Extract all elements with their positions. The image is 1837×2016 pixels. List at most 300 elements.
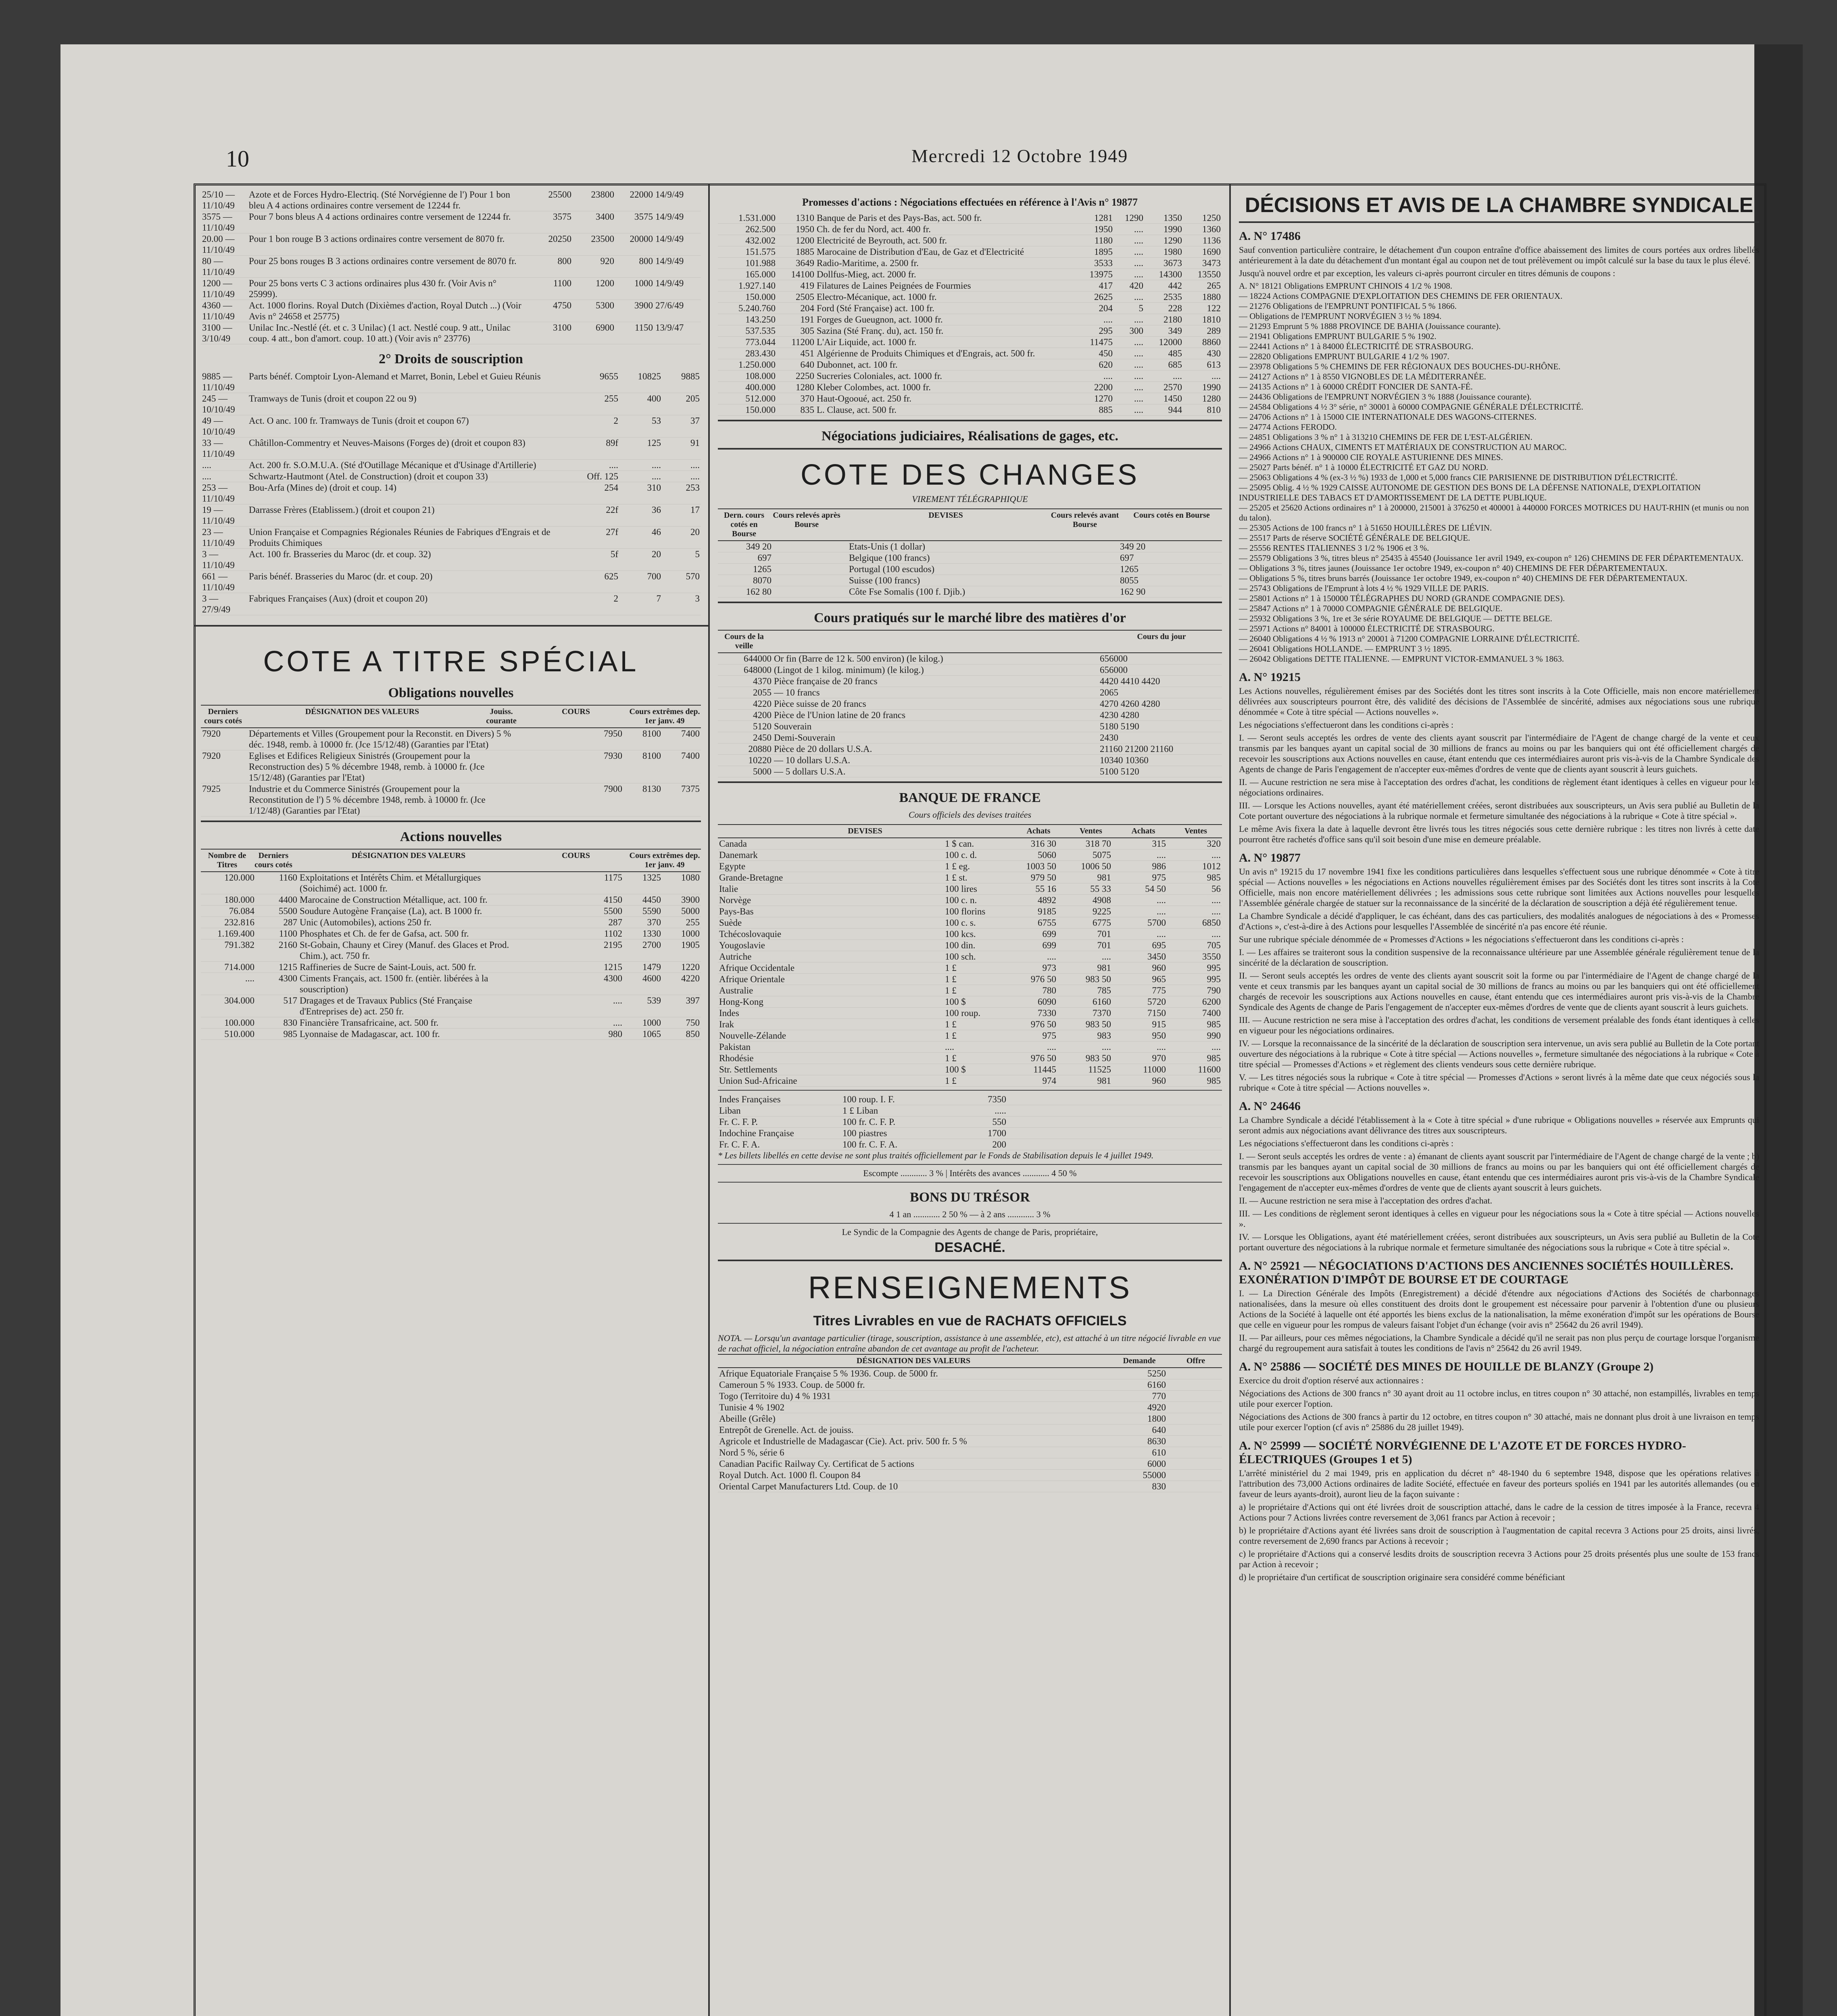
action-row-b: 517	[283, 996, 297, 1006]
or-row-c: 4230 4280	[1100, 710, 1139, 720]
promesse-row-c: Marocaine de Distribution d'Eau, de Gaz et d'Electricité	[817, 247, 1024, 257]
renseignements-title: RENSEIGNEMENTS	[808, 1270, 1132, 1305]
action-row-e: 4450	[642, 895, 661, 905]
rens-row-b: 4920	[1147, 1402, 1166, 1412]
action-row-a: 100.000	[224, 1018, 254, 1028]
bdf-row-b: 100 kcs.	[945, 929, 976, 939]
or-row-b: — 5 dollars U.S.A.	[774, 766, 846, 777]
avis-paragraph: L'arrêté ministériel du 2 mai 1949, pris en application du décret n° 48-1940 du 6 septembre 1948, dispose que les opérations relatives à l'attribution des 73,000 Actions ordinaires de ladite Société, effectuée en faveur des porteurs spoliés en 1941 par les autorités allemandes (ou en faveur de leurs ayants-droit), auront lieu de la façon suivante :	[1239, 1468, 1759, 1499]
rights-row-c: 5	[695, 549, 700, 559]
rens-row	[718, 1447, 1222, 1458]
promesse-row-f: 1350	[1164, 213, 1182, 223]
action-row-c: Soudure Autogène Française (La), act. B 1000 fr.	[300, 906, 482, 916]
action-row-c: Phosphates et Ch. de fer de Gafsa, act. 500 fr.	[300, 929, 469, 939]
bdf-row-d1: 315	[1152, 839, 1166, 849]
listing-row-date: 1200 — 11/10/49	[202, 278, 235, 299]
action-row-c: Unic (Automobiles), actions 250 fr.	[300, 917, 432, 927]
bdf-row-d1: 5700	[1147, 918, 1166, 928]
promesse-row-f: 228	[1168, 303, 1182, 313]
promesse-row-g: 13550	[1197, 269, 1221, 279]
or-row-a: 648000	[744, 665, 771, 675]
promesse-row	[718, 348, 1222, 359]
bdf-row-c1: 9185	[1038, 906, 1056, 916]
avis-paragraph: Les négociations s'effectueront dans les conditions ci-après :	[1239, 1138, 1454, 1148]
promesse-row-g: 1136	[1202, 235, 1221, 246]
bdf-row-d1: 695	[1152, 940, 1166, 950]
action-row-a: 791.382	[224, 940, 254, 950]
coupon-list-item: — 24966 Actions CHAUX, CIMENTS ET MATÉRIAUX DE CONSTRUCTION AU MAROC.	[1239, 442, 1567, 452]
listing-row-designation: Azote et de Forces Hydro-Electriq. (Sté Norvégienne de l') Pour 1 bon bleu A 4 actions ordinaires contre versement de 12244 fr.	[249, 190, 510, 210]
bdf-row-d2: ....	[1211, 895, 1221, 905]
promesse-row-b: 204	[800, 303, 814, 313]
oblig-row	[201, 783, 701, 816]
bdf-row-d1: 7150	[1147, 1008, 1166, 1018]
rights-row-date: 3 — 27/9/49	[202, 594, 231, 614]
action-row-f: 1220	[681, 962, 700, 972]
bdf-row-d2: ....	[1211, 1042, 1221, 1052]
syndic-line: Le Syndic de la Compagnie des Agents de change de Paris, propriétaire,	[842, 1227, 1098, 1237]
bdf-row-c1: 4892	[1038, 895, 1056, 905]
rights-row-a: 254	[604, 483, 618, 493]
or-row-c: 21160 21200 21160	[1100, 744, 1174, 754]
or-row-b: Pièce française de 20 francs	[774, 676, 878, 686]
bdf-row-c1: 780	[1042, 985, 1056, 996]
avis-number: A. N° 25921 — NÉGOCIATIONS D'ACTIONS DES ANCIENNES SOCIÉTÉS HOUILLÈRES. EXONÉRATION D'IMPÔT DE BOURSE ET DE COURTAGE	[1239, 1259, 1733, 1286]
avis-paragraph: c) le propriétaire d'Actions qui a conservé lesdits droits de souscription recevra 3 Actions pour 25 droits présentés plus une soulte de 153 francs par Action à recevoir ;	[1239, 1549, 1759, 1569]
bdf-row-c1: 7330	[1038, 1008, 1056, 1018]
promesse-row-g: 289	[1207, 326, 1221, 336]
change-row-a: 8070	[753, 575, 771, 585]
action-row-d: 980	[608, 1029, 622, 1039]
oblig-row-f: 7375	[681, 784, 700, 794]
bdf-row-d1: 54 50	[1145, 884, 1166, 894]
avis-number: A. N° 17486	[1239, 229, 1301, 243]
rights-row-date: 245 — 10/10/49	[202, 394, 235, 414]
or-row-a: 2450	[753, 733, 771, 743]
action-row-f: 255	[686, 917, 700, 927]
promesse-row-c: L. Clause, act. 500 fr.	[817, 405, 897, 415]
action-row-a: 120.000	[224, 873, 254, 883]
decisions-section	[1232, 183, 1766, 1591]
change-row-e: 697	[1120, 553, 1134, 563]
avis-paragraph: V. — Les titres négociés sous la rubrique « Cote à titre spécial — Promesses d'Actions » seront livrés à la même date que ceux négociés sous la rubrique « Cote à titre spécial — Actions nouvelles ».	[1239, 1072, 1759, 1093]
bdf-row-b: 1 £	[945, 1053, 957, 1063]
rights-row-designation: Act. 200 fr. S.O.M.U.A. (Sté d'Outillage Mécanique et d'Usinage d'Artillerie)	[249, 460, 536, 470]
rights-row	[201, 393, 701, 415]
bdf-row-d2: ....	[1211, 850, 1221, 860]
special-title: COTE A TITRE SPÉCIAL	[263, 646, 639, 678]
action-row-b: 5500	[279, 906, 297, 916]
bdf-extra-row-c: 7350	[988, 1094, 1006, 1104]
bdf-row-b: 1 £	[945, 974, 957, 984]
promesse-row-c: Kleber Colombes, act. 1000 fr.	[817, 382, 931, 392]
action-row-e: 539	[647, 996, 661, 1006]
rights-row-a: 9655	[600, 371, 618, 381]
bdf-row-c2: 983	[1097, 1031, 1111, 1041]
change-row-d	[1044, 552, 1119, 563]
change-row-e: 162 90	[1120, 587, 1146, 597]
bdf-row-c2: ....	[1102, 1042, 1111, 1052]
promesse-row-f: 2570	[1164, 382, 1182, 392]
listing-row-a: 1100	[553, 278, 571, 288]
bdf-row-c1: 6090	[1038, 997, 1056, 1007]
bdf-row-c2: 55 33	[1090, 884, 1111, 894]
promesse-row	[718, 382, 1222, 393]
promesse-row-e: ....	[1134, 269, 1143, 279]
promesse-row-e: ....	[1134, 337, 1143, 347]
avis-paragraph: La Chambre Syndicale a décidé l'établissement à la « Cote à titre spécial » d'une rubrique « Obligations nouvelles » réservée aux Emprunts qui seront admis aux négociations avant délivrance des titres aux souscripteurs.	[1239, 1115, 1759, 1135]
promesse-row-g: 613	[1207, 360, 1221, 370]
bdf-row-c2: 5075	[1093, 850, 1111, 860]
action-row-d: 287	[608, 917, 622, 927]
avis-paragraph: Sauf convention particulière contraire, le détachement d'un coupon entraîne d'office abaissement des limites de cours portées aux ordres libellés antérieurement à la date du détachement d'un montant égal au coupon net de tout prélèvement ou impôt calculé sur la base du taux le plus élevé.	[1239, 245, 1759, 265]
rights-row	[201, 571, 701, 593]
coupon-list-item: — 25027 Parts bénéf. n° 1 à 10000 ÉLECTRICITÉ ET GAZ DU NORD.	[1239, 462, 1489, 472]
promesse-row-b: 640	[800, 360, 814, 370]
promesse-row-a: 1.250.000	[738, 360, 776, 370]
coupon-list-item: — 22441 Actions n° 1 à 84000 ÉLECTRICITÉ DE STRASBOURG.	[1239, 342, 1474, 351]
bdf-row-c2: 6775	[1093, 918, 1111, 928]
escompte: Escompte ............ 3 % | Intérêts des avances ............ 4 50 %	[863, 1168, 1077, 1178]
rens-row-c	[1167, 1481, 1222, 1492]
avis-paragraph: I. — La Direction Générale des Impôts (Enregistrement) a décidé d'étendre aux négociations d'Actions des Sociétés de charbonnages nationalisées, dans la mesure où elles constituent des droits dont le groupement est nécessaire pour parvenir à l'obtention d'une ou plusieurs Actions de la Société à laquelle ont été apportés les biens exclus de la nationalisation, la même exonération d'impôt sur les opérations de Bourse que celle en vigueur pour les rompus de valeurs faisant l'objet d'un échange (voir avis n° 25642 du 26 avril 1949).	[1239, 1288, 1759, 1330]
promesse-row-b: 2250	[796, 371, 814, 381]
bdf-row-b: 100 c. s.	[945, 918, 976, 928]
promesse-row-f: 14300	[1159, 269, 1182, 279]
bdf-row-c2: 981	[1097, 963, 1111, 973]
bdf-row-a: Tchécoslovaquie	[719, 929, 782, 939]
bdf-row-d1: 960	[1152, 1076, 1166, 1086]
avis-paragraph: IV. — Lorsque les Obligations, ayant été matériellement créées, seront distribuées aux souscripteurs, un Avis sera publié au Bulletin de la Cote portant ouverture des négociations à la rubrique normale et fermeture simultanée des négociations sous la rubrique « Cote à titre spécial ».	[1239, 1232, 1759, 1252]
action-row-e: 1330	[642, 929, 661, 939]
bdf-extra-row-a: Indes Françaises	[719, 1094, 781, 1104]
listing-row-c: 1000	[634, 278, 653, 288]
rens-row-c	[1167, 1379, 1222, 1390]
change-row-a: 162 80	[746, 587, 771, 597]
bdf-row-b: ....	[945, 1042, 954, 1052]
promesse-row-f: 1290	[1164, 235, 1182, 246]
bdf-row-c1: 976 50	[1030, 1019, 1056, 1029]
or-row	[718, 653, 1222, 664]
or-row-c: 4270 4260 4280	[1100, 699, 1160, 709]
promesse-row-g: 1880	[1202, 292, 1221, 302]
or-row	[718, 676, 1222, 687]
bdf-row-d1: 960	[1152, 963, 1166, 973]
promesse-row-d: 885	[1099, 405, 1113, 415]
oblig-row-a: 7925	[202, 784, 221, 794]
bdf-row	[718, 1053, 1222, 1064]
promesse-row-f: 685	[1168, 360, 1182, 370]
action-row-a: 232.816	[224, 917, 254, 927]
action-row-c: Lyonnaise de Madagascar, act. 100 fr.	[300, 1029, 440, 1039]
bdf-extra-row-a: Liban	[719, 1106, 741, 1116]
rights-row-b: 10825	[638, 371, 661, 381]
bdf-extra-row-a: Fr. C. F. P.	[719, 1117, 758, 1127]
bdf-row	[718, 1030, 1222, 1041]
or-row	[718, 664, 1222, 676]
promesse-row-d: 11475	[1090, 337, 1113, 347]
bdf-row-d2: ....	[1211, 906, 1221, 916]
coupon-list-item: — 25801 Actions n° 1 à 150000 TÉLÉGRAPHES DU NORD (GRANDE COMPAGNIE DES).	[1239, 594, 1565, 603]
rights-row-c: 9885	[681, 371, 700, 381]
or-row-c: 2430	[1100, 733, 1118, 743]
bdf-row-d1: ....	[1157, 906, 1166, 916]
rens-row	[718, 1458, 1222, 1470]
avis-paragraph: Les Actions nouvelles, régulièrement émises par des Sociétés dont les titres sont inscrits à la Cote Officielle, mais non encore matériellement délivrées aux souscripteurs pourront être, dès validité des décisions de l'Assemblée de sincérité, admises aux négociations sous une rubrique dénommée « Cote à titre spécial — Actions nouvelles ».	[1239, 686, 1759, 717]
promesse-row-e: 1290	[1125, 213, 1143, 223]
promesse-row-b: 835	[800, 405, 814, 415]
coupon-list-item: — 25971 Actions n° 84001 à 100000 ÉLECTRICITÉ DE STRASBOURG.	[1239, 624, 1495, 633]
page-number: 10	[226, 146, 249, 172]
or-row-a: 644000	[744, 654, 771, 664]
action-row-b: 4300	[279, 973, 297, 983]
rights-row-b: 20	[652, 549, 661, 559]
coupon-list-item: — 25517 Parts de réserve SOCIÉTÉ GÉNÉRALE DE BELGIQUE.	[1239, 533, 1470, 543]
rens-row-a: Entrepôt de Grenelle. Act. de jouiss.	[719, 1425, 854, 1435]
bdf-row-a: Afrique Orientale	[719, 974, 785, 984]
rights-row-designation: Paris bénéf. Brasseries du Maroc (dr. et coup. 20)	[249, 571, 433, 581]
bdf-row-d2: 320	[1207, 839, 1221, 849]
rens-row-b: 8630	[1147, 1436, 1166, 1446]
change-row-b	[773, 552, 848, 563]
change-row	[718, 575, 1222, 586]
rights-row-designation: Parts bénéf. Comptoir Lyon-Alemand et Marret, Bonin, Lebel et Guieu Réunis	[249, 371, 541, 381]
rights-row-designation: Darrasse Frères (Etablissem.) (droit et coupon 21)	[249, 505, 435, 515]
action-row-e: 1000	[642, 1018, 661, 1028]
rights-row-date: 49 — 10/10/49	[202, 416, 235, 437]
action-row-f: 1080	[681, 873, 700, 883]
action-row-b: 985	[283, 1029, 297, 1039]
changes-header: Dern. cours cotés en Bourse Cours relevés après Bourse DEVISES Cours relevés avant Bourse Cours cotés en Bourse	[718, 508, 1222, 541]
bdf-row-d2: 985	[1207, 1076, 1221, 1086]
change-row-e: 8055	[1120, 575, 1138, 585]
listing-row-date: 25/10 — 11/10/49	[202, 190, 235, 210]
coupon-list-item: — 23978 Obligations 5 % CHEMINS DE FER RÉGIONAUX DES BOUCHES-DU-RHÔNE.	[1239, 362, 1561, 371]
bdf-row	[718, 872, 1222, 883]
promesse-row-e: 5	[1138, 303, 1143, 313]
coupon-list-item: — 25743 Obligations de l'Emprunt à lots 4 ½ % 1929 VILLE DE PARIS.	[1239, 583, 1489, 593]
rights-row-c: 570	[686, 571, 700, 581]
bdf-row-b: 1 £	[945, 1076, 957, 1086]
rens-row-b: 770	[1152, 1391, 1166, 1401]
rights-row-designation: Act. 100 fr. Brasseries du Maroc (dr. et coup. 32)	[249, 549, 431, 559]
listing-row-designation: Pour 7 bons bleus A 4 actions ordinaires contre versement de 12244 fr.	[249, 212, 511, 222]
action-row	[201, 917, 701, 928]
action-row-a: 1.169.400	[217, 929, 254, 939]
promesse-row-b: 14100	[791, 269, 814, 279]
bdf-row-d1: ....	[1157, 1042, 1166, 1052]
avis-paragraph: III. — Lorsque les Actions nouvelles, ayant été matériellement créées, seront distribuées aux souscripteurs, un Avis sera publié au Bulletin de la Cote portant ouverture des négociations à la rubrique normale et fermeture simultanée des négociations à la rubrique « Cote à titre spécial ».	[1239, 800, 1759, 821]
or-row-a: 20880	[748, 744, 771, 754]
promesse-row-g: 3473	[1202, 258, 1221, 268]
action-row-b: 1215	[279, 962, 297, 972]
oblig-row-e: 8100	[642, 751, 661, 761]
promesse-row-g: 1990	[1202, 382, 1221, 392]
oblig-row-b: Industrie et du Commerce Sinistrés (Groupement pour la Reconstitution de l') 5 % décembre 1948, remb. à 10000 fr. (Jce 1/12/48) (Garanties par l'Etat)	[249, 784, 486, 816]
promesse-row-c: Ford (Sté Française) act. 100 fr.	[817, 303, 934, 313]
promesse-row-d: 417	[1099, 281, 1113, 291]
oblig-row	[201, 728, 701, 750]
rens-row	[718, 1436, 1222, 1447]
promesse-row-c: L'Air Liquide, act. 1000 fr.	[817, 337, 917, 347]
bdf-row-d2: 7400	[1202, 1008, 1221, 1018]
change-row-a: 349 20	[746, 541, 771, 552]
rens-row-a: Canadian Pacific Railway Cy. Certificat de 5 actions	[719, 1459, 914, 1469]
action-row-f: 750	[686, 1018, 700, 1028]
rens-row	[718, 1379, 1222, 1391]
rens-row-b: 6000	[1147, 1459, 1166, 1469]
rens-row	[718, 1470, 1222, 1481]
action-row-b: 1100	[279, 929, 297, 939]
change-row-d	[1044, 564, 1119, 575]
rights-row-date: 3 — 11/10/49	[202, 549, 235, 570]
bdf-row-d1: ....	[1157, 895, 1166, 905]
promesse-row-b: 1280	[796, 382, 814, 392]
listing-row	[201, 322, 701, 344]
change-row	[718, 564, 1222, 575]
bdf-row-b: 100 roup.	[945, 1008, 981, 1018]
change-row-b	[773, 564, 848, 575]
rens-header: DÉSIGNATION DES VALEURS Demande Offre	[718, 1354, 1222, 1368]
coupon-list-item: — 25556 RENTES ITALIENNES 3 1/2 % 1906 et 3 %.	[1239, 543, 1429, 553]
rights-row-designation: Châtillon-Commentry et Neuves-Maisons (Forges de) (droit et coupon 83)	[249, 438, 525, 448]
or-row	[718, 710, 1222, 721]
avis-paragraph: Jusqu'à nouvel ordre et par exception, les valeurs ci-après pourront circuler en titres démunis de coupons :	[1239, 268, 1616, 278]
promesse-row-d: 1895	[1094, 247, 1113, 257]
promesse-row-a: 283.430	[745, 348, 776, 358]
actions-header: Nombre de Titres Derniers cours cotés DÉSIGNATION DES VALEURS COURS Cours extrêmes dep. 1er janv. 49	[201, 849, 701, 872]
promesse-row-d: ....	[1103, 314, 1113, 325]
oblig-row-f: 7400	[681, 751, 700, 761]
bdf-row-c1: 699	[1042, 929, 1056, 939]
promesse-row-e: 420	[1129, 281, 1143, 291]
action-row-a: 714.000	[224, 962, 254, 972]
rens-row-a: Togo (Territoire du) 4 % 1931	[719, 1391, 831, 1401]
avis-paragraph: a) le propriétaire d'Actions qui ont été livrées droit de souscription attaché, dans le cadre de la cession de titres imposée à la France, recevra 4 Actions pour 7 Actions livrées contre reversement de 3,061 francs par Action à recevoir ;	[1239, 1502, 1759, 1522]
action-row-f: 397	[686, 996, 700, 1006]
bdf-row-d1: 3450	[1147, 952, 1166, 962]
or-row	[718, 755, 1222, 766]
bdf-row-b: 100 florins	[945, 906, 986, 916]
bdf-row	[718, 974, 1222, 985]
oblig-row-b: Eglises et Edifices Religieux Sinistrés (Groupement pour la Reconstruction des) 5 % décembre 1948, remb. à 10000 fr. (Jce 15/12/48) (Garanties par l'Etat)	[249, 751, 485, 783]
action-row-e: 370	[647, 917, 661, 927]
coupon-list-item: A. N° 18121 Obligations EMPRUNT CHINOIS 4 1/2 % 1908.	[1239, 281, 1452, 291]
bdf-row-d1: ....	[1157, 929, 1166, 939]
or-row-a: 4370	[753, 676, 771, 686]
promesse-row-a: 773.044	[745, 337, 776, 347]
listing-row-b: 23800	[591, 190, 614, 200]
rens-row-b: 1800	[1147, 1414, 1166, 1424]
rights-row-c: 3	[695, 594, 700, 604]
bdf-row-a: Nouvelle-Zélande	[719, 1031, 786, 1041]
oblig-row	[201, 750, 701, 783]
coupon-list-item: — 22820 Obligations EMPRUNT BULGARIE 4 1/2 % 1907.	[1239, 352, 1449, 361]
promesse-row	[718, 303, 1222, 314]
rights-row	[201, 371, 701, 393]
or-row	[718, 698, 1222, 710]
rights-row-date: ....	[202, 471, 211, 481]
rights-row-c: ....	[690, 460, 700, 470]
rens-row-a: Cameroun 5 % 1933. Coup. de 5000 fr.	[719, 1380, 865, 1390]
avis-paragraph: I. — Seront seuls acceptés les ordres de vente des clients ayant souscrit par l'intermédiaire de l'Agent de change chargé de la vente et ceux transmis par les banques ayant un capital social de 30 millions de francs au moins ou par les banquiers qui ont été officiellement chargés de recevoir les souscriptions aux Actions nouvelles en cause, étant entendu que ces intermédiaires auront pris vis-à-vis de la Chambre Syndicale des Agents de change de Paris l'engagement de n'accepter eux-mêmes d'ordres de vente que de clients ayant souscrit à leurs guichets.	[1239, 733, 1759, 774]
bdf-row-c2: 9225	[1093, 906, 1111, 916]
bdf-row	[718, 996, 1222, 1008]
special-section	[194, 631, 708, 1045]
listing-row-c: 1150	[634, 323, 653, 333]
rights-row-designation: Schwartz-Hautmont (Atel. de Construction) (droit et coupon 33)	[249, 471, 488, 481]
rights-row-c: 91	[690, 438, 700, 448]
or-row-a: 10220	[748, 755, 771, 765]
bdf-row-b: 1 £	[945, 963, 957, 973]
or-row-a: 5120	[753, 721, 771, 731]
promesse-row	[718, 314, 1222, 325]
promesse-row-b: 191	[800, 314, 814, 325]
action-row	[201, 973, 701, 995]
bdf-row	[718, 940, 1222, 951]
rights-title: 2° Droits de souscription	[379, 352, 523, 367]
change-row-e: 1265	[1120, 564, 1138, 574]
bdf-row-a: Hong-Kong	[719, 997, 763, 1007]
bdf-row-c1: 11445	[1033, 1064, 1056, 1075]
action-row	[201, 1017, 701, 1029]
promesse-row-c: Electro-Mécanique, act. 1000 fr.	[817, 292, 937, 302]
promesses-title: Promesses d'actions : Négociations effectuées en référence à l'Avis n° 19877	[802, 196, 1138, 208]
rights-row-b: 7	[656, 594, 661, 604]
bdf-row-a: Pakistan	[719, 1042, 751, 1052]
rights-row	[201, 593, 701, 615]
avis-paragraph: II. — Aucune restriction ne sera mise à l'acceptation des ordres d'achat.	[1239, 1195, 1492, 1206]
bdf-row-c2: 7370	[1093, 1008, 1111, 1018]
change-row-c: Suisse (100 francs)	[849, 575, 920, 585]
bdf-row-d2: 56	[1211, 884, 1221, 894]
change-row	[718, 586, 1222, 598]
avis-paragraph: IV. — Lorsque la reconnaissance de la sincérité de la déclaration de souscription sera intervenue, un avis sera publié au Bulletin de la Cote portant ouverture des négociations à la rubrique « Cote à titre spécial — Actions nouvelles », fermeture simultanée des négociations à la rubrique « Cote à titre spécial — Promesses d'Actions » et règlement des clients vendeurs sous cette dernière rubrique.	[1239, 1038, 1759, 1069]
listing-row-d: 14/9/49	[655, 256, 684, 266]
action-row	[201, 872, 701, 894]
bdf-row-c2: 785	[1097, 985, 1111, 996]
or-row	[718, 732, 1222, 744]
change-row-c: Belgique (100 francs)	[849, 553, 930, 563]
promesse-row-c: Dubonnet, act. 100 fr.	[817, 360, 898, 370]
page-header	[226, 145, 1758, 181]
bdf-extra-row-c: 200	[992, 1139, 1006, 1150]
action-row-d: 1215	[604, 962, 622, 972]
syndic-name: DESACHÉ.	[934, 1240, 1005, 1255]
promesse-row	[718, 371, 1222, 382]
coupon-list-item: — 25305 Actions de 100 francs n° 1 à 51650 HOUILLÈRES DE LIÉVIN.	[1239, 523, 1492, 533]
rens-row-c	[1167, 1368, 1222, 1379]
action-row-b: 2160	[279, 940, 297, 950]
bdf-row-d2: 985	[1207, 873, 1221, 883]
promesse-row-c: Electricité de Beyrouth, act. 500 fr.	[817, 235, 947, 246]
bdf-extra-row-a: Fr. C. F. A.	[719, 1139, 760, 1150]
change-row-c: Etats-Unis (1 dollar)	[849, 541, 926, 552]
promesse-row-c: Filatures de Laines Peignées de Fourmies	[817, 281, 971, 291]
rights-row-c: 253	[686, 483, 700, 493]
promesse-row-a: 5.240.760	[738, 303, 776, 313]
bdf-row-d1: 915	[1152, 1019, 1166, 1029]
action-row-f: 4220	[681, 973, 700, 983]
promesse-row	[718, 337, 1222, 348]
changes-title: COTE DES CHANGES	[800, 459, 1140, 491]
decisions-title: DÉCISIONS ET AVIS DE LA CHAMBRE SYNDICALE	[1239, 189, 1759, 223]
listing-row-designation: Pour 25 bons rouges B 3 actions ordinaires contre versement de 8070 fr.	[249, 256, 517, 266]
bdf-row-a: Rhodésie	[719, 1053, 754, 1063]
coupon-list-item: — 21293 Emprunt 5 % 1888 PROVINCE DE BAHIA (Jouissance courante).	[1239, 321, 1501, 331]
action-row-f: 3900	[681, 895, 700, 905]
bdf-row-a: Irak	[719, 1019, 734, 1029]
